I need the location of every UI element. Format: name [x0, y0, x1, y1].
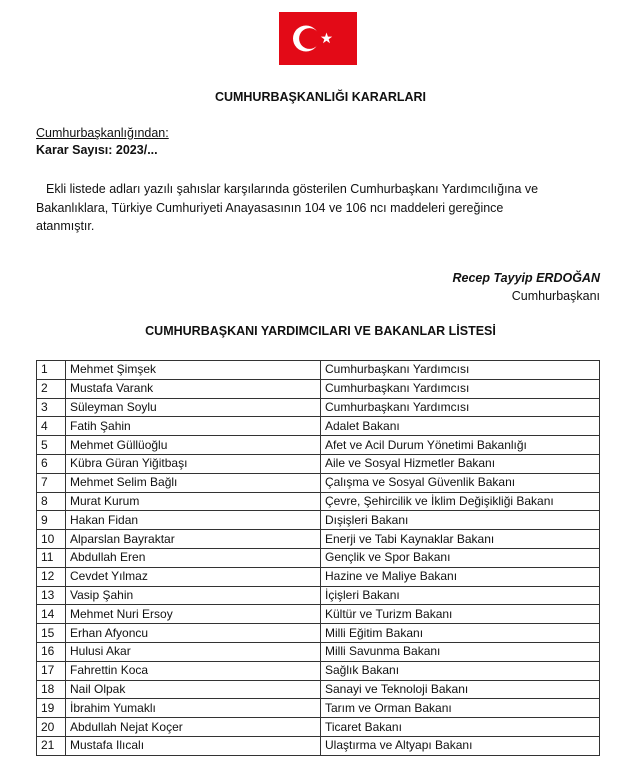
- turkish-flag-emblem: [279, 12, 357, 65]
- appointee-name: Fatih Şahin: [66, 417, 321, 436]
- appointee-position: Ticaret Bakanı: [321, 718, 600, 737]
- appointee-position: Sağlık Bakanı: [321, 661, 600, 680]
- flag-crescent-inner: [299, 28, 320, 49]
- table-row: [37, 530, 600, 549]
- row-number: 18: [37, 680, 66, 699]
- ministers-table-body: [37, 361, 600, 756]
- appointee-name: Süleyman Soylu: [66, 398, 321, 417]
- table-row: [37, 736, 600, 755]
- row-number: 1: [37, 361, 66, 380]
- appointee-position: Hazine ve Maliye Bakanı: [321, 567, 600, 586]
- table-row: [37, 379, 600, 398]
- appointee-position: Çevre, Şehircilik ve İklim Değişikliği Bakanı: [321, 492, 600, 511]
- appointee-position: Adalet Bakanı: [321, 417, 600, 436]
- table-row: [37, 567, 600, 586]
- appointee-position: Milli Savunma Bakanı: [321, 642, 600, 661]
- row-number: 9: [37, 511, 66, 530]
- row-number: 21: [37, 736, 66, 755]
- table-row: [37, 548, 600, 567]
- table-row: [37, 586, 600, 605]
- appointee-name: Mehmet Selim Bağlı: [66, 473, 321, 492]
- appointee-name: Cevdet Yılmaz: [66, 567, 321, 586]
- appointee-position: Milli Eğitim Bakanı: [321, 624, 600, 643]
- appointee-name: Mustafa Ilıcalı: [66, 736, 321, 755]
- appointee-name: Kübra Güran Yiğitbaşı: [66, 454, 321, 473]
- decree-body: [36, 180, 596, 236]
- table-row: [37, 511, 600, 530]
- row-number: 12: [37, 567, 66, 586]
- decree-body-line: Bakanlıklara, Türkiye Cumhuriyeti Anayasasının 104 ve 106 ncı maddeleri gereğince: [36, 200, 504, 215]
- appointee-name: Fahrettin Koca: [66, 661, 321, 680]
- appointee-position: Dışişleri Bakanı: [321, 511, 600, 530]
- appointee-position: Afet ve Acil Durum Yönetimi Bakanlığı: [321, 436, 600, 455]
- appointee-position: Cumhurbaşkanı Yardımcısı: [321, 379, 600, 398]
- row-number: 7: [37, 473, 66, 492]
- table-row: [37, 417, 600, 436]
- appointee-name: Nail Olpak: [66, 680, 321, 699]
- appointee-position: İçişleri Bakanı: [321, 586, 600, 605]
- appointee-name: Mustafa Varank: [66, 379, 321, 398]
- table-row: [37, 473, 600, 492]
- row-number: 10: [37, 530, 66, 549]
- appointee-name: Abdullah Nejat Koçer: [66, 718, 321, 737]
- row-number: 19: [37, 699, 66, 718]
- table-row: [37, 718, 600, 737]
- ministers-table: [36, 360, 600, 756]
- table-row: [37, 642, 600, 661]
- decision-number: Karar Sayısı: 2023/...: [36, 143, 158, 157]
- appointee-name: Mehmet Nuri Ersoy: [66, 605, 321, 624]
- table-row: [37, 680, 600, 699]
- row-number: 2: [37, 379, 66, 398]
- decree-body-line: Ekli listede adları yazılı şahıslar karşılarında gösterilen Cumhurbaşkanı Yardımcılığına ve: [46, 182, 539, 196]
- appointee-name: Abdullah Eren: [66, 548, 321, 567]
- table-row: [37, 492, 600, 511]
- appointee-name: Vasip Şahin: [66, 586, 321, 605]
- appointee-name: Hakan Fidan: [66, 511, 321, 530]
- appointee-position: Aile ve Sosyal Hizmetler Bakanı: [321, 454, 600, 473]
- row-number: 3: [37, 398, 66, 417]
- appointee-name: Mehmet Şimşek: [66, 361, 321, 380]
- row-number: 8: [37, 492, 66, 511]
- appointee-position: Enerji ve Tabi Kaynaklar Bakanı: [321, 530, 600, 549]
- table-row: [37, 454, 600, 473]
- row-number: 20: [37, 718, 66, 737]
- decree-body-line: atanmıştır.: [36, 219, 95, 233]
- appointee-name: Alparslan Bayraktar: [66, 530, 321, 549]
- appointee-name: Murat Kurum: [66, 492, 321, 511]
- table-row: [37, 398, 600, 417]
- signer-name: Recep Tayyip ERDOĞAN: [452, 271, 600, 285]
- signer-title: Cumhurbaşkanı: [511, 289, 600, 303]
- table-row: [37, 699, 600, 718]
- appointee-position: Ulaştırma ve Altyapı Bakanı: [321, 736, 600, 755]
- row-number: 5: [37, 436, 66, 455]
- document-title: CUMHURBAŞKANLIĞI KARARLARI: [214, 90, 427, 104]
- row-number: 6: [37, 454, 66, 473]
- appointee-position: Cumhurbaşkanı Yardımcısı: [321, 361, 600, 380]
- appointee-position: Kültür ve Turizm Bakanı: [321, 605, 600, 624]
- appointee-name: Hulusi Akar: [66, 642, 321, 661]
- table-row: [37, 436, 600, 455]
- appointee-position: Sanayi ve Teknoloji Bakanı: [321, 680, 600, 699]
- row-number: 11: [37, 548, 66, 567]
- appointee-position: Gençlik ve Spor Bakanı: [321, 548, 600, 567]
- table-row: [37, 624, 600, 643]
- table-row: [37, 361, 600, 380]
- appointee-name: Mehmet Güllüoğlu: [66, 436, 321, 455]
- row-number: 17: [37, 661, 66, 680]
- row-number: 14: [37, 605, 66, 624]
- row-number: 16: [37, 642, 66, 661]
- table-row: [37, 605, 600, 624]
- list-title: CUMHURBAŞKANI YARDIMCILARI VE BAKANLAR LİSTESİ: [145, 324, 496, 338]
- appointee-position: Cumhurbaşkanı Yardımcısı: [321, 398, 600, 417]
- appointee-name: Erhan Afyoncu: [66, 624, 321, 643]
- appointee-name: İbrahim Yumaklı: [66, 699, 321, 718]
- issuer-line: Cumhurbaşkanlığından:: [36, 126, 169, 140]
- row-number: 15: [37, 624, 66, 643]
- row-number: 4: [37, 417, 66, 436]
- row-number: 13: [37, 586, 66, 605]
- table-row: [37, 661, 600, 680]
- appointee-position: Çalışma ve Sosyal Güvenlik Bakanı: [321, 473, 600, 492]
- appointee-position: Tarım ve Orman Bakanı: [321, 699, 600, 718]
